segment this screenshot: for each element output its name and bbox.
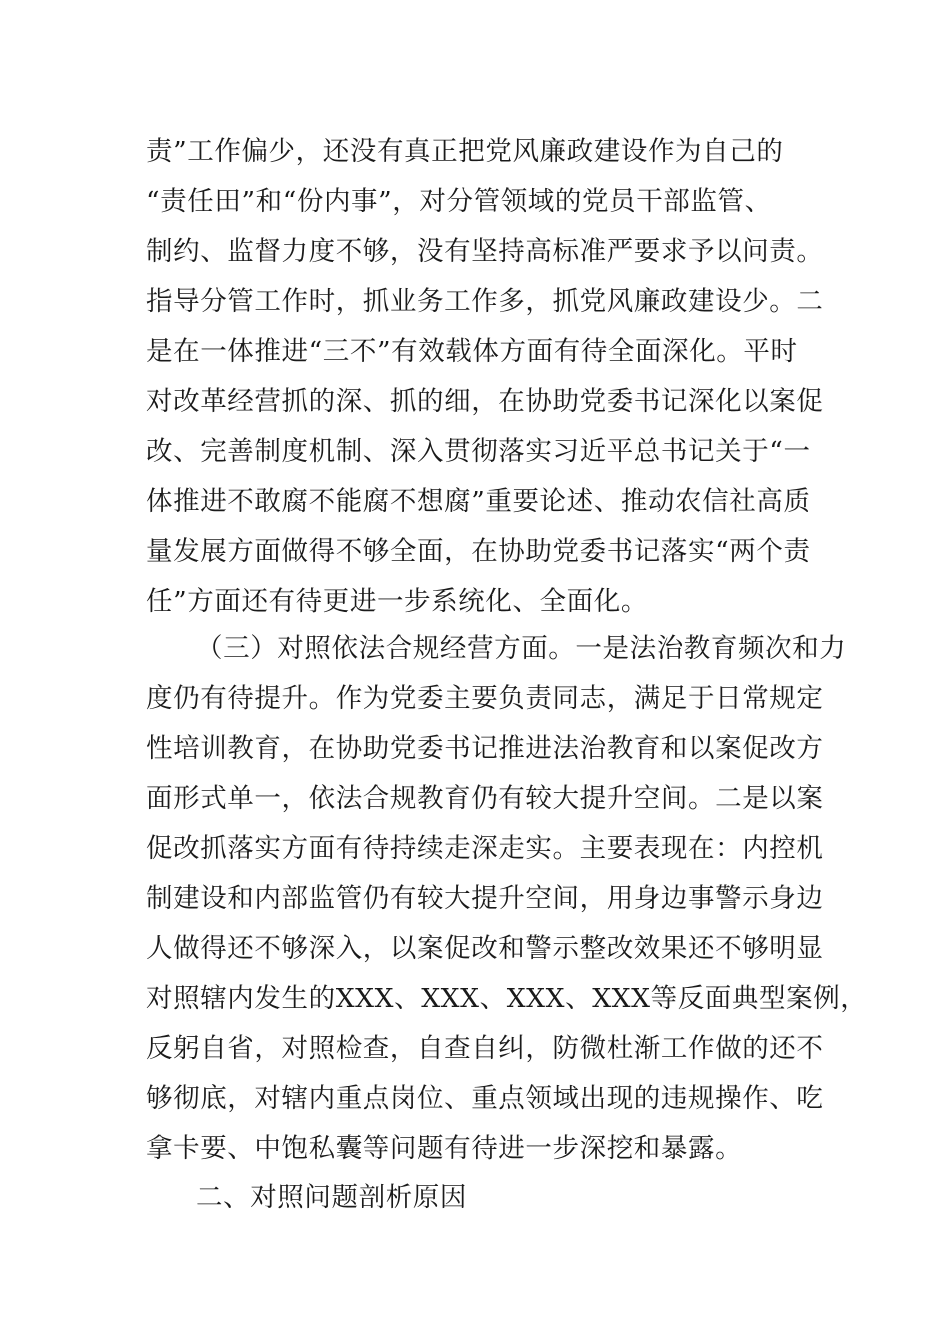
paragraph-line: 改、完善制度机制、深入贯彻落实习近平总书记关于“一	[146, 436, 811, 467]
paragraph-line: 促改抓落实方面有待持续走深走实。主要表现在：内控机	[146, 833, 824, 864]
paragraph-line: 度仍有待提升。作为党委主要负责同志，满足于日常规定	[146, 683, 824, 714]
section-heading: 二、对照问题剖析原因	[196, 1182, 467, 1213]
paragraph-first-line: （三）对照依法合规经营方面。一是法治教育频次和力	[196, 633, 847, 664]
paragraph-line: 制约、监督力度不够，没有坚持高标准严要求予以问责。	[146, 236, 824, 267]
paragraph-line: “责任田”和“份内事”，对分管领域的党员干部监管、	[146, 186, 772, 217]
paragraph-line: 任”方面还有待更进一步系统化、全面化。	[146, 586, 648, 617]
paragraph-line: 拿卡要、中饱私囊等问题有待进一步深挖和暴露。	[146, 1133, 743, 1164]
paragraph-line: 性培训教育，在协助党委书记推进法治教育和以案促改方	[146, 733, 824, 764]
paragraph-line: 够彻底，对辖内重点岗位、重点领域出现的违规操作、吃	[146, 1083, 824, 1114]
paragraph-line: 量发展方面做得不够全面，在协助党委书记落实“两个责	[146, 536, 811, 567]
paragraph-line: 体推进不敢腐不能腐不想腐”重要论述、推动农信社高质	[146, 486, 811, 517]
paragraph-line: 是在一体推进“三不”有效载体方面有待全面深化。平时	[146, 336, 798, 367]
paragraph-line: 制建设和内部监管仍有较大提升空间，用身边事警示身边	[146, 883, 824, 914]
paragraph-line: 反躬自省，对照检查，自查自纠，防微杜渐工作做的还不	[146, 1033, 824, 1064]
paragraph-line: 对改革经营抓的深、抓的细，在协助党委书记深化以案促	[146, 386, 824, 417]
paragraph-line: 指导分管工作时，抓业务工作多，抓党风廉政建设少。二	[146, 286, 824, 317]
paragraph-line: 对照辖内发生的XXX、XXX、XXX、XXX等反面典型案例，	[146, 983, 868, 1014]
paragraph-line: 面形式单一，依法合规教育仍有较大提升空间。二是以案	[146, 783, 824, 814]
paragraph-line: 责”工作偏少，还没有真正把党风廉政建设作为自己的	[146, 136, 784, 167]
paragraph-line: 人做得还不够深入，以案促改和警示整改效果还不够明显	[146, 933, 824, 964]
